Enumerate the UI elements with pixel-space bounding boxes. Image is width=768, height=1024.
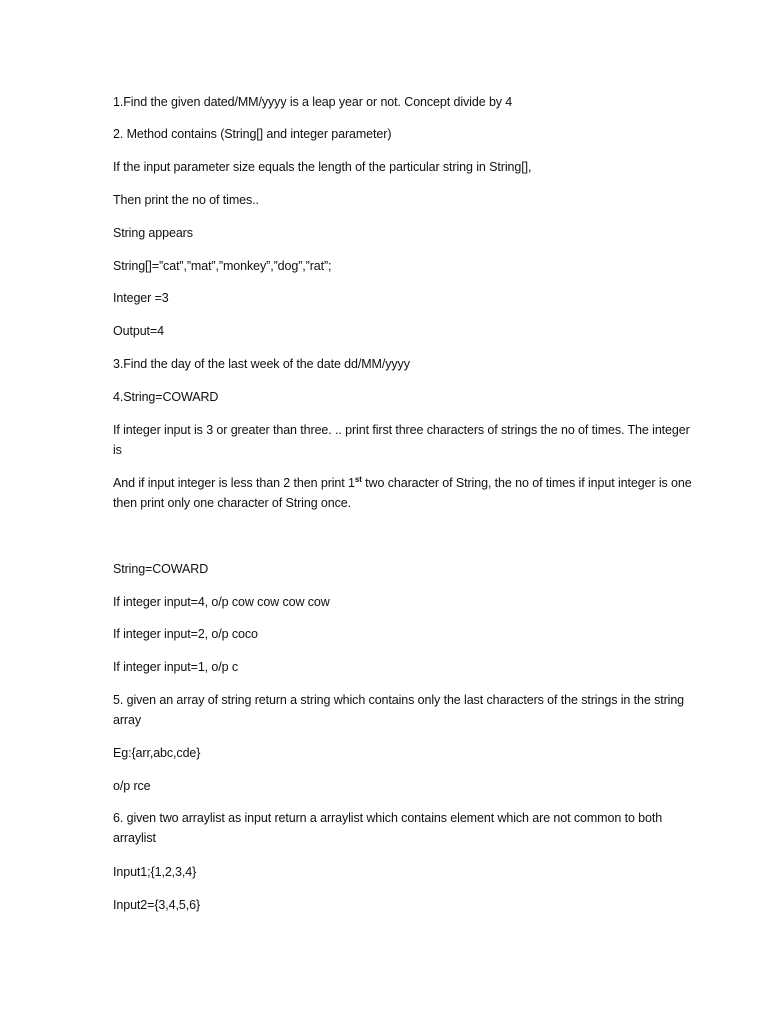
question-6-input-1: Input1;{1,2,3,4} [113, 865, 197, 879]
question-4-rule-1: If integer input is 3 or greater than three. .. print first three characters of strings the no of times. The integer is [113, 423, 690, 457]
question-4-rule-2-before: And if input integer is less than 2 then print 1 [113, 476, 355, 490]
question-4-example-input-2: If integer input=2, o/p coco [113, 627, 258, 641]
question-2-detail-2: Then print the no of times.. [113, 193, 259, 207]
question-2-example-integer: Integer =3 [113, 291, 169, 305]
question-2-example-array: String[]=”cat”,”mat”,”monkey”,”dog”,”rat”; [113, 259, 332, 273]
question-4-rule-2-after: two character of String, the no of times if input integer is one then print only one character of String once. [113, 476, 692, 510]
question-4-example-input-1: If integer input=1, o/p c [113, 660, 239, 674]
superscript-st: st [354, 474, 362, 484]
question-2-example-output: Output=4 [113, 324, 164, 338]
question-4-example-input-4: If integer input=4, o/p cow cow cow cow [113, 595, 330, 609]
question-3: 3.Find the day of the last week of the date dd/MM/yyyy [113, 357, 410, 371]
question-5: 5. given an array of string return a string which contains only the last characters of the strings in the string array [113, 693, 685, 727]
question-1: 1.Find the given dated/MM/yyyy is a leap year or not. Concept divide by 4 [113, 95, 513, 109]
question-4: 4.String=COWARD [113, 390, 219, 404]
question-4-example-string: String=COWARD [113, 562, 209, 576]
question-2: 2. Method contains (String[] and integer parameter) [113, 127, 392, 141]
question-4-rule-2 [113, 473, 698, 513]
question-5-example: Eg:{arr,abc,cde} [113, 746, 201, 760]
question-2-detail-3: String appears [113, 226, 193, 240]
question-6-input-2: Input2={3,4,5,6} [113, 898, 201, 912]
question-6: 6. given two arraylist as input return a arraylist which contains element which are not common to both arraylist [113, 811, 663, 845]
question-2-detail: If the input parameter size equals the length of the particular string in String[], [113, 160, 532, 174]
question-5-output: o/p rce [113, 779, 151, 793]
